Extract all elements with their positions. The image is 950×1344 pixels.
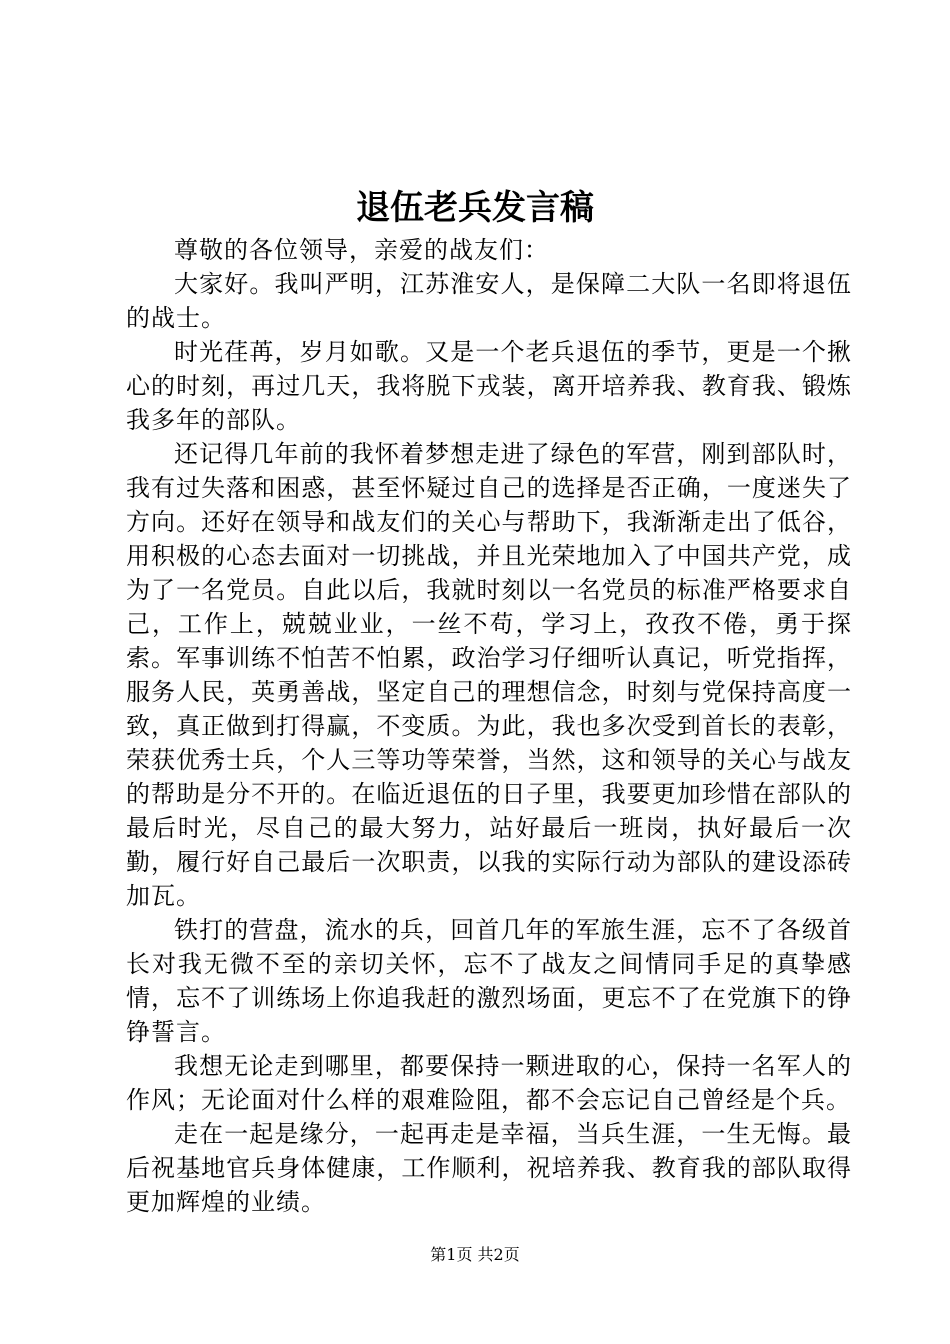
- document-title: 退伍老兵发言稿: [356, 188, 594, 228]
- page-footer: 第1页 共2页: [430, 1245, 520, 1264]
- salutation-paragraph: 尊敬的各位领导，亲爱的战友们：: [174, 236, 549, 264]
- body-paragraph: 还记得几年前的我怀着梦想走进了绿色的军营，刚到部队时，我有过失落和困惑，甚至怀疑过自己的选择是否正确，一度迷失了方向。还好在领导和战友们的关心与帮助下，我渐渐走出了低谷，用积极的心态去面对一切挑战，并且光荣地加入了中国共产党，成为了一名党员。自此以后，我就时刻以一名党员的标准严格要求自己，工作上，兢兢业业，一丝不苟，学习上，孜孜不倦，勇于探索。军事训练不怕苦不怕累，政治学习仔细听认真记，听党指挥，服务人民，英勇善战，坚定自己的理想信念，时刻与党保持高度一致，真正做到打得赢，不变质。为此，我也多次受到首长的表彰，荣获优秀士兵，个人三等功等荣誉，当然，这和领导的关心与战友的帮助是分不开的。在临近退伍的日子里，我要更加珍惜在部队的最后时光，尽自己的最大努力，站好最后一班岗，执好最后一次勤，履行好自己最后一次职责，以我的实际行动为部队的建设添砖加瓦。: [126, 440, 852, 910]
- body-paragraph: 大家好。我叫严明，江苏淮安人，是保障二大队一名即将退伍的战士。: [126, 270, 852, 332]
- document-body: [126, 233, 852, 1219]
- body-paragraph: 我想无论走到哪里，都要保持一颗进取的心，保持一名军人的作风；无论面对什么样的艰难险阻，都不会忘记自己曾经是个兵。: [126, 1052, 852, 1114]
- body-paragraph: 时光荏苒，岁月如歌。又是一个老兵退伍的季节，更是一个揪心的时刻，再过几天，我将脱下戎装，离开培养我、教育我、锻炼我多年的部队。: [126, 338, 852, 434]
- closing-paragraph: 走在一起是缘分，一起再走是幸福，当兵生涯，一生无悔。最后祝基地官兵身体健康，工作顺利，祝培养我、教育我的部队取得更加辉煌的业绩。: [126, 1120, 852, 1216]
- body-paragraph: 铁打的营盘，流水的兵，回首几年的军旅生涯，忘不了各级首长对我无微不至的亲切关怀，忘不了战友之间情同手足的真挚感情，忘不了训练场上你追我赶的激烈场面，更忘不了在党旗下的铮铮誓言。: [126, 916, 852, 1046]
